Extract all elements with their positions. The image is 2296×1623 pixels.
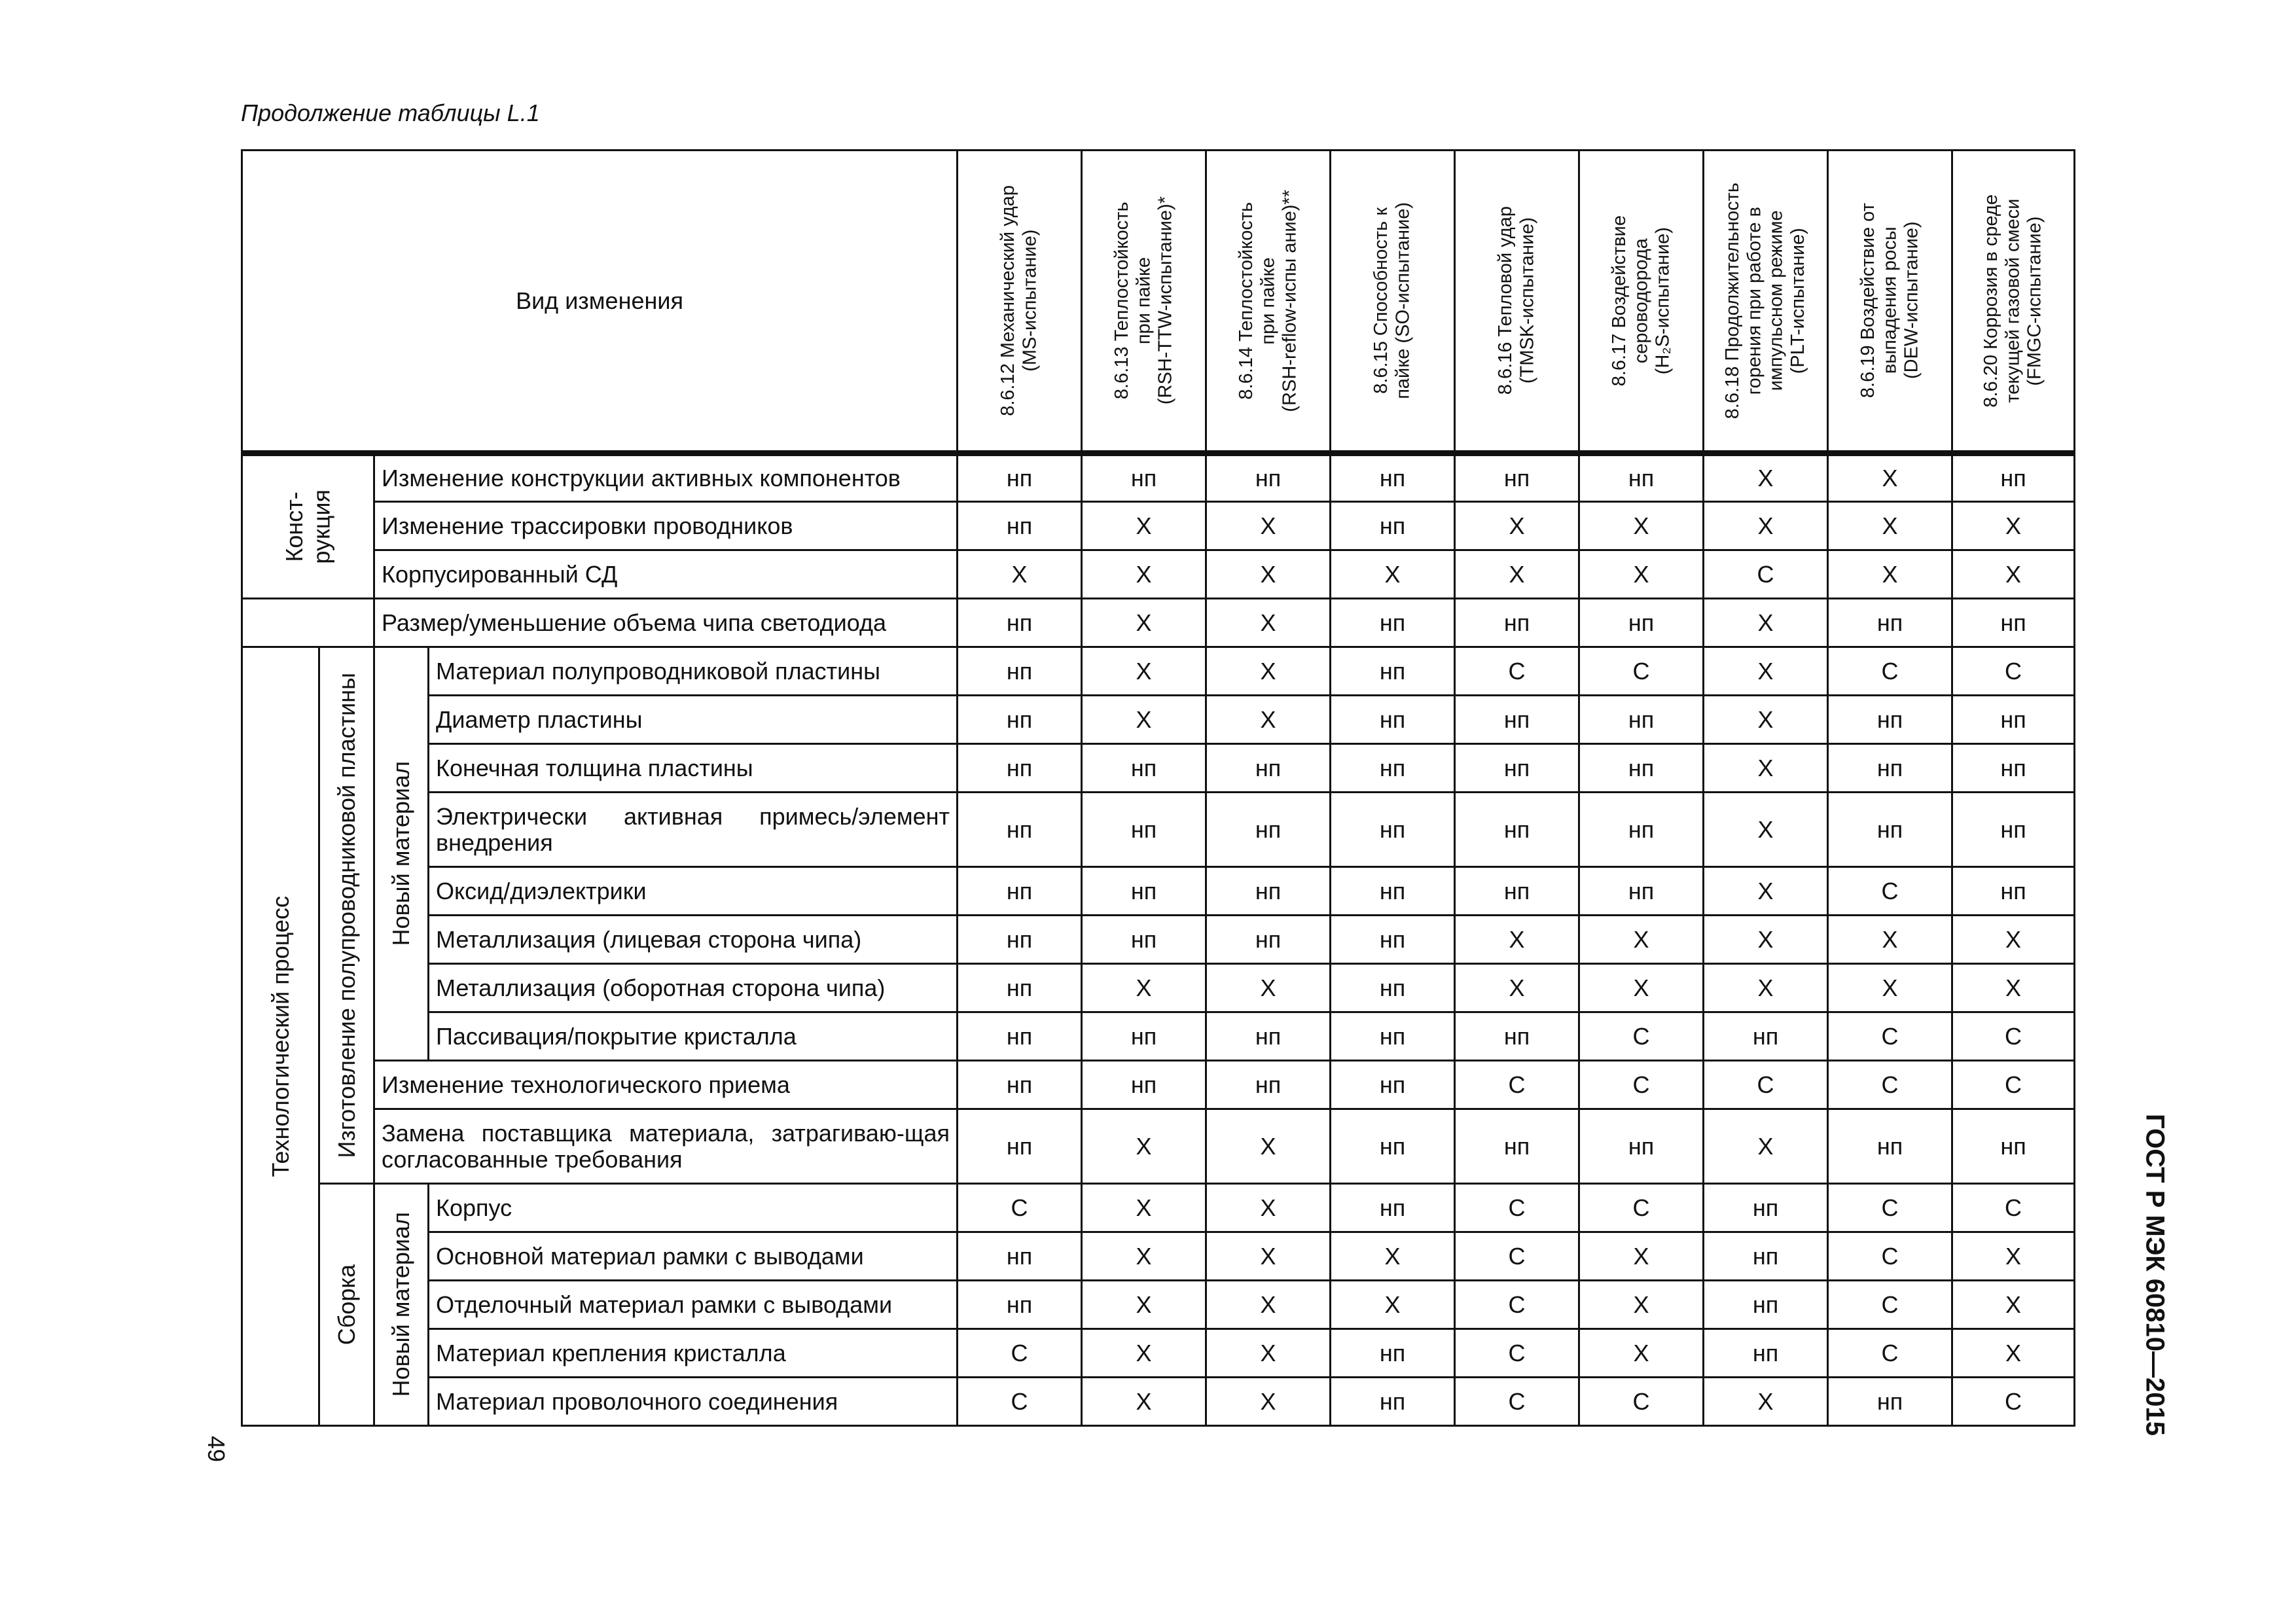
result-cell: X <box>1206 1378 1331 1426</box>
table-row <box>242 550 2075 599</box>
result-cell: X <box>1704 793 1828 867</box>
result-cell: нп <box>1206 744 1331 793</box>
test-header <box>1952 151 2075 454</box>
result-cell: нп <box>1206 1061 1331 1109</box>
result-cell: нп <box>1331 1329 1455 1378</box>
table-row <box>242 1281 2075 1329</box>
result-cell: С <box>1828 1329 1952 1378</box>
row-label: Изменение трассировки проводников <box>374 502 958 550</box>
result-cell: нп <box>1579 744 1704 793</box>
result-cell: нп <box>1206 1012 1331 1061</box>
result-cell: нп <box>1952 867 2075 916</box>
result-cell: нп <box>1331 696 1455 744</box>
result-cell: С <box>1579 1061 1704 1109</box>
result-cell: X <box>1828 916 1952 964</box>
result-cell: С <box>1579 1012 1704 1061</box>
group-new-material-label: Новый материал <box>387 1212 415 1397</box>
row-label: Металлизация (оборотная сторона чипа) <box>429 964 958 1012</box>
result-cell: С <box>1828 1232 1952 1281</box>
result-cell: нп <box>1579 599 1704 647</box>
row-label: Отделочный материал рамки с выводами <box>429 1281 958 1329</box>
standard-label: ГОСТ Р МЭК 60810—2015 <box>2140 1113 2170 1436</box>
row-label: Основной материал рамки с выводами <box>429 1232 958 1281</box>
result-cell: нп <box>1206 454 1331 502</box>
result-cell: X <box>1952 1281 2075 1329</box>
row-label: Диаметр пластины <box>429 696 958 744</box>
test-header-label: 8.6.13 Теплостойкость при пайке (RSH-TTW-испытание)* <box>1111 196 1176 405</box>
result-cell: нп <box>958 867 1082 916</box>
result-cell: X <box>1206 1232 1331 1281</box>
result-cell: X <box>1206 647 1331 696</box>
test-header <box>1206 151 1331 454</box>
result-cell: X <box>1206 1184 1331 1232</box>
result-cell: X <box>1704 964 1828 1012</box>
test-header-label: 8.6.14 Теплостойкость при пайке (RSH-reflow-испы ание)** <box>1235 189 1300 412</box>
row-label: Металлизация (лицевая сторона чипа) <box>429 916 958 964</box>
result-cell: нп <box>958 964 1082 1012</box>
row-label: Материал проволочного соединения <box>429 1378 958 1426</box>
result-cell: X <box>1579 502 1704 550</box>
change-type-header: Вид изменения <box>242 151 958 454</box>
result-cell: С <box>1828 1012 1952 1061</box>
result-cell: нп <box>1828 1109 1952 1184</box>
table-row <box>242 647 2075 696</box>
table-row <box>242 1012 2075 1061</box>
result-cell: X <box>1704 867 1828 916</box>
result-cell: нп <box>1331 1061 1455 1109</box>
result-cell: С <box>1704 550 1828 599</box>
result-cell: X <box>1082 502 1206 550</box>
test-header-label: 8.6.19 Воздействие от выпадения росы (DEW-испытание) <box>1857 203 1922 399</box>
table-row <box>242 867 2075 916</box>
table-row <box>242 1184 2075 1232</box>
table-row <box>242 696 2075 744</box>
result-cell: X <box>1828 964 1952 1012</box>
result-cell: X <box>1082 1184 1206 1232</box>
result-cell: нп <box>958 1281 1082 1329</box>
result-cell: X <box>1828 454 1952 502</box>
result-cell: нп <box>1206 916 1331 964</box>
result-cell: X <box>1206 1281 1331 1329</box>
result-cell: нп <box>1082 793 1206 867</box>
result-cell: X <box>1704 647 1828 696</box>
result-cell: нп <box>958 1012 1082 1061</box>
result-cell: нп <box>1331 647 1455 696</box>
group-construction-label: Конст- рукция <box>281 490 335 564</box>
table-row <box>242 599 2075 647</box>
result-cell: X <box>1082 550 1206 599</box>
row-label: Корпус <box>429 1184 958 1232</box>
result-cell: X <box>1331 550 1455 599</box>
test-header-label: 8.6.15 Способность к пайке (SO-испытание) <box>1371 202 1414 399</box>
result-cell: нп <box>1082 867 1206 916</box>
result-cell: X <box>1952 1329 2075 1378</box>
result-cell: С <box>1828 1184 1952 1232</box>
result-cell: нп <box>1704 1232 1828 1281</box>
result-cell: нп <box>1331 916 1455 964</box>
result-cell: X <box>1704 1378 1828 1426</box>
group-tech-process <box>242 647 319 1426</box>
group-assembly-label: Сборка <box>332 1264 360 1346</box>
result-cell: нп <box>1704 1329 1828 1378</box>
test-header <box>1704 151 1828 454</box>
result-cell: нп <box>958 696 1082 744</box>
result-cell: X <box>1704 599 1828 647</box>
test-header-label: 8.6.20 Коррозия в среде текущей газовой смеси (FMGC-испытание) <box>1981 194 2045 408</box>
result-cell: X <box>1952 502 2075 550</box>
result-cell: нп <box>1331 454 1455 502</box>
table-row <box>242 502 2075 550</box>
result-cell: С <box>1579 1184 1704 1232</box>
result-cell: X <box>1082 1329 1206 1378</box>
table-row <box>242 1329 2075 1378</box>
result-cell: С <box>958 1329 1082 1378</box>
result-cell: нп <box>1082 916 1206 964</box>
row-label: Пассивация/покрытие кристалла <box>429 1012 958 1061</box>
group-wafer-fab <box>319 647 374 1184</box>
test-header-label: 8.6.12 Механический удар (MS-испытание) <box>997 185 1041 416</box>
result-cell: С <box>1952 1061 2075 1109</box>
result-cell: X <box>1704 696 1828 744</box>
result-cell: X <box>1455 964 1579 1012</box>
result-cell: нп <box>1455 793 1579 867</box>
result-cell: X <box>1579 1281 1704 1329</box>
result-cell: нп <box>1579 454 1704 502</box>
result-cell: нп <box>1331 1109 1455 1184</box>
group-new-material <box>374 1184 429 1426</box>
test-header-label: 8.6.16 Тепловой удар (TMSK-испытание) <box>1495 206 1538 395</box>
result-cell: X <box>1579 1232 1704 1281</box>
result-cell: нп <box>958 1109 1082 1184</box>
result-cell: нп <box>1331 1012 1455 1061</box>
result-cell: X <box>1828 550 1952 599</box>
group-new-material-label: Новый материал <box>387 761 415 946</box>
result-cell: X <box>1704 744 1828 793</box>
result-cell: С <box>1455 1232 1579 1281</box>
result-cell: нп <box>1082 1012 1206 1061</box>
result-cell: нп <box>958 1232 1082 1281</box>
result-cell: X <box>1082 1281 1206 1329</box>
result-cell: X <box>1206 502 1331 550</box>
result-cell: нп <box>1952 744 2075 793</box>
result-cell: нп <box>1455 867 1579 916</box>
result-cell: X <box>1082 647 1206 696</box>
result-cell: нп <box>1828 599 1952 647</box>
empty-group-cell <box>242 599 374 647</box>
table-row <box>242 1378 2075 1426</box>
group-tech-process-label: Технологический процесс <box>266 895 294 1177</box>
table-row <box>242 964 2075 1012</box>
compatibility-table <box>241 149 2075 1427</box>
group-wafer-fab-label: Изготовление полупроводниковой пластины <box>332 672 360 1158</box>
test-header <box>1828 151 1952 454</box>
result-cell: нп <box>958 454 1082 502</box>
result-cell: нп <box>1455 1109 1579 1184</box>
result-cell: X <box>1579 1329 1704 1378</box>
result-cell: нп <box>1206 793 1331 867</box>
result-cell: X <box>1206 964 1331 1012</box>
result-cell: нп <box>958 599 1082 647</box>
result-cell: X <box>1082 696 1206 744</box>
result-cell: С <box>1455 1329 1579 1378</box>
result-cell: нп <box>1455 696 1579 744</box>
result-cell: X <box>1828 502 1952 550</box>
result-cell: X <box>1704 1109 1828 1184</box>
table-row <box>242 793 2075 867</box>
result-cell: нп <box>958 793 1082 867</box>
result-cell: нп <box>1455 1012 1579 1061</box>
result-cell: X <box>1082 1232 1206 1281</box>
result-cell: X <box>1455 550 1579 599</box>
table-row <box>242 744 2075 793</box>
result-cell: X <box>1206 696 1331 744</box>
result-cell: нп <box>1579 793 1704 867</box>
table-row <box>242 1061 2075 1109</box>
result-cell: нп <box>1952 454 2075 502</box>
result-cell: X <box>1952 1232 2075 1281</box>
row-label: Размер/уменьшение объема чипа светодиода <box>374 599 958 647</box>
result-cell: нп <box>1704 1012 1828 1061</box>
result-cell: С <box>1828 867 1952 916</box>
result-cell: нп <box>1082 1061 1206 1109</box>
result-cell: нп <box>1455 454 1579 502</box>
result-cell: X <box>1206 1329 1331 1378</box>
row-label: Материал крепления кристалла <box>429 1329 958 1378</box>
result-cell: нп <box>1331 964 1455 1012</box>
result-cell: С <box>1579 647 1704 696</box>
result-cell: нп <box>1704 1184 1828 1232</box>
result-cell: нп <box>1952 793 2075 867</box>
row-label: Изменение технологического приема <box>374 1061 958 1109</box>
result-cell: нп <box>958 647 1082 696</box>
result-cell: С <box>1828 1281 1952 1329</box>
result-cell: нп <box>1952 696 2075 744</box>
result-cell: нп <box>1082 454 1206 502</box>
result-cell: X <box>1704 454 1828 502</box>
row-label: Конечная толщина пластины <box>429 744 958 793</box>
result-cell: нп <box>1331 744 1455 793</box>
result-cell: X <box>1206 599 1331 647</box>
result-cell: нп <box>1331 867 1455 916</box>
result-cell: С <box>1952 1184 2075 1232</box>
result-cell: С <box>1455 1281 1579 1329</box>
result-cell: нп <box>1579 696 1704 744</box>
row-label: Замена поставщика материала, затрагиваю-щая согласованные требования <box>374 1109 958 1184</box>
result-cell: X <box>1206 550 1331 599</box>
result-cell: нп <box>958 1061 1082 1109</box>
result-cell: С <box>1455 647 1579 696</box>
result-cell: нп <box>958 916 1082 964</box>
row-label: Корпусированный СД <box>374 550 958 599</box>
result-cell: нп <box>1331 502 1455 550</box>
result-cell: X <box>1082 599 1206 647</box>
test-header <box>1082 151 1206 454</box>
result-cell: X <box>1952 964 2075 1012</box>
header-row <box>242 151 2075 454</box>
result-cell: С <box>1455 1184 1579 1232</box>
result-cell: нп <box>1455 599 1579 647</box>
page-number: 49 <box>203 1435 230 1463</box>
result-cell: С <box>958 1378 1082 1426</box>
result-cell: С <box>1952 1012 2075 1061</box>
group-assembly <box>319 1184 374 1426</box>
result-cell: X <box>1704 916 1828 964</box>
result-cell: X <box>1579 964 1704 1012</box>
result-cell: нп <box>1579 1109 1704 1184</box>
result-cell: нп <box>1828 1378 1952 1426</box>
result-cell: нп <box>1828 793 1952 867</box>
result-cell: нп <box>1331 599 1455 647</box>
result-cell: С <box>1952 1378 2075 1426</box>
result-cell: X <box>1082 1109 1206 1184</box>
result-cell: X <box>958 550 1082 599</box>
test-header <box>1331 151 1455 454</box>
result-cell: X <box>1082 964 1206 1012</box>
group-new-material <box>374 647 429 1061</box>
result-cell: С <box>1704 1061 1828 1109</box>
result-cell: X <box>1952 916 2075 964</box>
result-cell: С <box>1952 647 2075 696</box>
result-cell: X <box>1331 1232 1455 1281</box>
row-label: Электрически активная примесь/элемент внедрения <box>429 793 958 867</box>
test-header <box>1455 151 1579 454</box>
result-cell: нп <box>1828 744 1952 793</box>
result-cell: X <box>1331 1281 1455 1329</box>
table-row <box>242 454 2075 502</box>
result-cell: С <box>1828 647 1952 696</box>
row-label: Материал полупроводниковой пластины <box>429 647 958 696</box>
result-cell: нп <box>1331 793 1455 867</box>
test-header <box>1579 151 1704 454</box>
result-cell: С <box>958 1184 1082 1232</box>
result-cell: нп <box>1952 599 2075 647</box>
result-cell: С <box>1455 1378 1579 1426</box>
test-header <box>958 151 1082 454</box>
result-cell: нп <box>1331 1378 1455 1426</box>
result-cell: С <box>1579 1378 1704 1426</box>
result-cell: X <box>1704 502 1828 550</box>
result-cell: X <box>1579 916 1704 964</box>
result-cell: нп <box>1704 1281 1828 1329</box>
result-cell: нп <box>1952 1109 2075 1184</box>
result-cell: нп <box>1206 867 1331 916</box>
test-header-label: 8.6.18 Продолжительность горения при работе в импульсном режиме (PLT-испытание) <box>1721 182 1808 419</box>
result-cell: X <box>1579 550 1704 599</box>
result-cell: С <box>1828 1061 1952 1109</box>
result-cell: X <box>1206 1109 1331 1184</box>
group-construction <box>242 454 374 599</box>
result-cell: нп <box>1082 744 1206 793</box>
result-cell: X <box>1952 550 2075 599</box>
result-cell: нп <box>1331 1184 1455 1232</box>
row-label: Оксид/диэлектрики <box>429 867 958 916</box>
result-cell: X <box>1455 916 1579 964</box>
table-row <box>242 1232 2075 1281</box>
table-caption: Продолжение таблицы L.1 <box>241 99 540 126</box>
result-cell: нп <box>1455 744 1579 793</box>
table-row <box>242 916 2075 964</box>
standard-designation <box>2115 1046 2194 1504</box>
result-cell: нп <box>1579 867 1704 916</box>
test-header-label: 8.6.17 Воздействие сероводорода (H₂S-испытание) <box>1608 215 1674 387</box>
result-cell: нп <box>958 502 1082 550</box>
result-cell: X <box>1082 1378 1206 1426</box>
result-cell: С <box>1455 1061 1579 1109</box>
result-cell: нп <box>958 744 1082 793</box>
result-cell: X <box>1455 502 1579 550</box>
result-cell: нп <box>1828 696 1952 744</box>
table-row <box>242 1109 2075 1184</box>
row-label: Изменение конструкции активных компонентов <box>374 454 958 502</box>
